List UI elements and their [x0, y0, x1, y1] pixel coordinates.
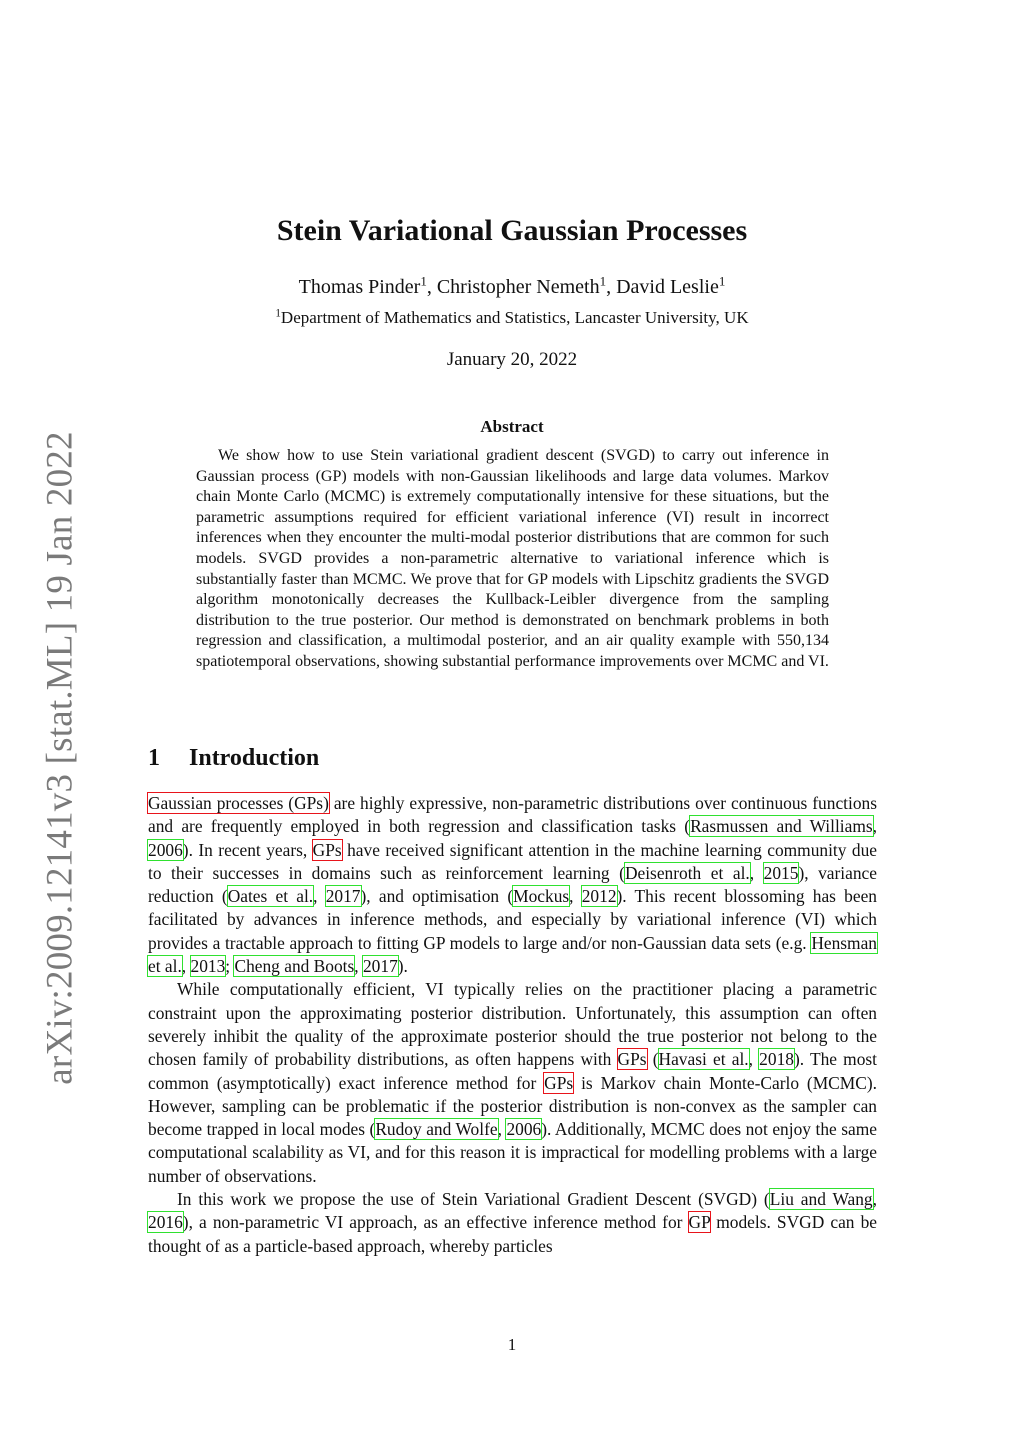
body-text-run: ,	[181, 956, 191, 977]
section-heading	[148, 745, 319, 772]
citation-link[interactable]: Deisenroth et al.	[624, 862, 750, 883]
body-text-run: have received significant attention in the machine learning community due to their successes in domains such as reinforcement learning (	[148, 839, 878, 883]
body-text-run: ). This recent blossoming has been facilitated by advances in inference methods, and especially by variational inference (VI) which provides a tractable approach to fitting GP models to large and/or non-Gaussian data sets (e.g.	[148, 886, 877, 953]
citation-link[interactable]: Rudoy and Wolfe	[375, 1119, 498, 1140]
author-list	[0, 273, 1024, 299]
author-affiliation-mark: 1	[599, 273, 607, 289]
body-text-run: While computationally efficient, VI typically relies on the practitioner placing a parametric constraint upon the approximating posterior distribution. Unfortunately, this assumption can often severely inhibit the quality of the approximate posterior should the true posterior not belong to the chosen family of probability distributions, as often happens with	[148, 979, 877, 1070]
author-name: Thomas Pinder	[298, 276, 421, 298]
citation-link[interactable]: Rasmussen and Williams	[690, 816, 873, 837]
body-text-run: ,	[569, 886, 582, 907]
page-number: 1	[507, 1335, 517, 1354]
body-text-run: ,	[313, 886, 326, 907]
author-affiliation-mark: 1	[420, 273, 427, 289]
affiliation-text: Department of Mathematics and Statistics, Lancaster University, UK	[280, 308, 749, 327]
body-text-run: ;	[225, 956, 235, 977]
body-text-run: are highly expressive, non-parametric distributions over continuous functions and are frequently employed in both regression and classification tasks (	[148, 793, 877, 837]
body-text-run: ). The most common (asymptotically) exact inference method for	[148, 1049, 877, 1093]
author-affiliation-mark: 1	[718, 273, 726, 289]
body-text-run: ), a non-parametric VI approach, as an effective inference method for	[182, 1212, 689, 1233]
body-text-run: ).	[397, 956, 408, 977]
body-text-run: In this work we propose the use of Stein Variational Gradient Descent (SVGD) (	[177, 1189, 770, 1210]
acronym-link[interactable]: GPs	[312, 839, 342, 860]
arxiv-stamp: arXiv:2009.12141v3 [stat.ML] 19 Jan 2022	[39, 431, 81, 1085]
acronym-link[interactable]: GPs	[544, 1072, 574, 1093]
citation-link[interactable]: 2012	[581, 886, 617, 907]
citation-link[interactable]: Cheng and Boots	[234, 956, 355, 977]
citation-link[interactable]: 2013	[190, 956, 226, 977]
publication-date: January 20, 2022	[446, 349, 578, 370]
section-title: Introduction	[189, 745, 320, 771]
body-text-run: ,	[872, 816, 877, 837]
author-name: David Leslie	[616, 276, 719, 298]
citation-link[interactable]: Mockus	[513, 886, 570, 907]
affiliation	[0, 308, 1024, 328]
citation-link[interactable]: Hensman et al.	[148, 932, 877, 977]
body-text-run: ), variance reduction (	[148, 862, 877, 907]
section-number: 1	[148, 745, 160, 771]
body-paragraph	[148, 1188, 877, 1258]
body-text-run: is Markov chain Monte-Carlo (MCMC). However, sampling can be problematic if the posterior distribution is non-convex as the sampler can become trapped in local modes (	[148, 1072, 877, 1140]
body-text-run: ,	[748, 1049, 760, 1070]
affiliation-mark: 1	[275, 307, 281, 320]
body-text-run: (	[646, 1049, 659, 1070]
acronym-link[interactable]: Gaussian processes (GPs)	[148, 793, 329, 813]
citation-link[interactable]: Oates et al.	[227, 886, 314, 907]
author-separator: ,	[606, 276, 617, 298]
abstract-heading: Abstract	[480, 417, 544, 436]
body-text-run: ). In recent years,	[182, 839, 313, 860]
citation-link[interactable]: 2017	[362, 956, 398, 977]
author-name: Christopher Nemeth	[436, 276, 600, 298]
citation-link[interactable]: 2015	[763, 862, 799, 883]
body-paragraph	[148, 978, 877, 1188]
acronym-link[interactable]: GP	[688, 1212, 711, 1233]
citation-link[interactable]: 2006	[506, 1119, 542, 1140]
citation-link[interactable]: 2006	[148, 839, 183, 860]
body-text-run: ). Additionally, MCMC does not enjoy the same computational scalability as VI, and for this reason it is impractical for modelling problems with a large number of observations.	[148, 1119, 877, 1186]
body-text-run: ,	[497, 1119, 507, 1140]
citation-link[interactable]: Liu and Wang	[769, 1189, 873, 1210]
citation-link[interactable]: 2016	[148, 1212, 183, 1233]
body-paragraph	[148, 792, 877, 978]
introduction-body	[148, 792, 877, 1258]
author-separator: ,	[426, 276, 437, 298]
body-text-run: models. SVGD can be thought of as a particle-based approach, whereby particles	[148, 1212, 877, 1256]
citation-link[interactable]: 2017	[325, 886, 361, 907]
paper-title: Stein Variational Gaussian Processes	[276, 214, 748, 247]
citation-link[interactable]: 2018	[759, 1049, 794, 1070]
body-text-run: ,	[749, 862, 764, 883]
acronym-link[interactable]: GPs	[617, 1049, 647, 1070]
citation-link[interactable]: Havasi et al.	[658, 1049, 749, 1070]
body-text-run: ), and optimisation (	[360, 886, 514, 907]
body-text-run: ,	[872, 1189, 877, 1210]
body-text-run: ,	[354, 956, 363, 977]
abstract-text: We show how to use Stein variational gradient descent (SVGD) to carry out inference in Gaussian process (GP) models with non-Gaussian likelihoods and large data volumes. Markov chain Monte Carlo (MCMC) is extremely computationally intensive for these situations, but the parametric assumptions required for efficient variational inference (VI) result in incorrect inferences when they encounter the multi-modal posterior distributions that are common for such models. SVGD provides a non-parametric alternative to variational inference which is substantially faster than MCMC. We prove that for GP models with Lipschitz gradients the SVGD algorithm monotonically decreases the Kullback-Leibler divergence from the sampling distribution to the true posterior. Our method is demonstrated on benchmark problems in both regression and classification, a multimodal posterior, and an air quality example with 550,134 spatiotemporal observations, showing substantial performance improvements over MCMC and VI.	[196, 447, 829, 670]
